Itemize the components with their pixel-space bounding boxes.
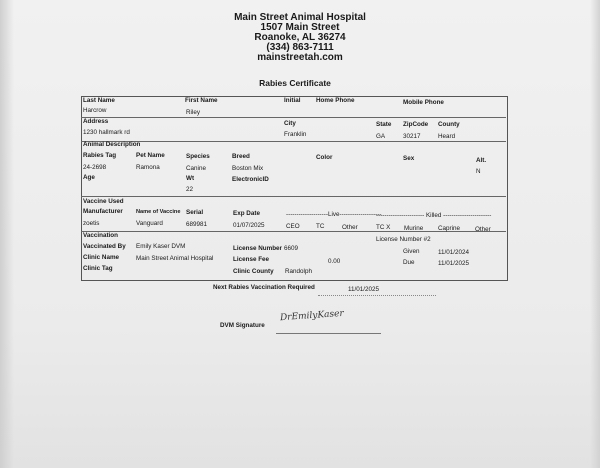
breed-value: Boston Mix: [232, 165, 264, 172]
dvm-signature-label: DVM Signature: [220, 322, 265, 329]
vaccinated-by-value: Emily Kaser DVM: [136, 243, 186, 250]
pet-name-value: Ramona: [136, 164, 160, 171]
state-value: GA: [376, 133, 386, 140]
clinic-city-state: Roanoke, AL 36274: [254, 32, 346, 43]
license-fee-value: 0.00: [328, 258, 341, 265]
address-value: 1230 hallmark rd: [83, 129, 130, 136]
breed-label: Breed: [232, 153, 250, 160]
alt-label: Alt.: [476, 157, 487, 164]
clinic-website: mainstreetah.com: [257, 52, 343, 63]
sex-label: Sex: [403, 155, 415, 162]
animal-description-label: Animal Description: [83, 141, 141, 148]
alt-value: N: [476, 168, 481, 175]
first-name-value: Riley: [186, 109, 200, 116]
city-value: Franklin: [284, 131, 307, 138]
weight-label: Wt: [186, 175, 195, 182]
city-label: City: [284, 120, 296, 127]
vaccine-name-value: Vanguard: [136, 220, 163, 227]
divider-animal: [81, 196, 506, 197]
address-label: Address: [83, 118, 109, 125]
clinic-name-value: Main Street Animal Hospital: [136, 255, 214, 262]
species-value: Canine: [186, 165, 206, 172]
certificate-title: Rabies Certificate: [259, 78, 331, 88]
manufacturer-value: zoetis: [83, 220, 100, 227]
zip-label: ZipCode: [403, 121, 429, 128]
clinic-name-heading: Main Street Animal Hospital: [234, 12, 366, 23]
exp-date-value: 01/07/2025: [233, 222, 265, 229]
tcx-option: TC X: [376, 224, 391, 231]
electronic-id-label: ElectronicID: [232, 176, 269, 183]
scan-edge-left: [0, 0, 14, 468]
last-name-value: Harcrow: [83, 107, 107, 114]
license-number-value: 6609: [284, 245, 299, 252]
clinic-street: 1507 Main Street: [260, 22, 340, 33]
given-value: 11/01/2024: [438, 249, 470, 256]
weight-value: 22: [186, 186, 194, 193]
vaccination-label: Vaccination: [83, 232, 118, 239]
signature-line: [276, 333, 381, 334]
clinic-tag-label: Clinic Tag: [83, 265, 113, 272]
age-label: Age: [83, 174, 95, 181]
clinic-name-label: Clinic Name: [83, 254, 120, 261]
divider-address: [81, 141, 506, 142]
killed-header: ----------------------- Killed -----------------------: [376, 212, 492, 219]
next-vaccination-value: 11/01/2025: [348, 286, 380, 293]
live-header: --------------------Live--------------------: [286, 211, 382, 218]
clinic-phone: (334) 863-7111: [266, 42, 334, 53]
serial-value: 689981: [186, 221, 208, 228]
next-vaccination-label: Next Rabies Vaccination Required: [213, 284, 315, 291]
county-label: County: [438, 121, 460, 128]
state-label: State: [376, 121, 392, 128]
color-label: Color: [316, 154, 333, 161]
vaccine-name-label: Name of Vaccine: [136, 209, 181, 215]
due-value: 11/01/2025: [438, 260, 470, 267]
ceo-option: CEO: [286, 223, 300, 230]
first-name-label: First Name: [185, 97, 218, 104]
initial-label: Initial: [284, 97, 301, 104]
live-label: Live: [327, 211, 340, 218]
license-number-2-label: License Number #2: [376, 236, 431, 243]
due-label: Due: [403, 259, 415, 266]
exp-date-label: Exp Date: [233, 210, 260, 217]
other-killed-option: Other: [475, 226, 491, 233]
serial-label: Serial: [186, 209, 204, 216]
vaccine-used-label: Vaccine Used: [83, 198, 124, 205]
county-value: Heard: [438, 133, 456, 140]
clinic-county-label: Clinic County: [233, 268, 274, 275]
divider-owner: [81, 117, 506, 118]
given-label: Given: [403, 248, 420, 255]
last-name-label: Last Name: [83, 97, 115, 104]
dvm-signature: DrEmilyKaser: [279, 308, 345, 324]
license-number-label: License Number: [233, 245, 282, 252]
zip-value: 30217: [403, 133, 421, 140]
caprine-option: Caprine: [438, 225, 461, 232]
home-phone-label: Home Phone: [316, 97, 355, 104]
rabies-tag-value: 24-2698: [83, 164, 107, 171]
tc-option: TC: [316, 223, 325, 230]
clinic-county-value: Randolph: [285, 268, 312, 275]
rabies-tag-label: Rabies Tag: [83, 152, 117, 159]
murine-option: Murine: [404, 225, 424, 232]
license-fee-label: License Fee: [233, 256, 270, 263]
other-live-option: Other: [342, 224, 358, 231]
manufacturer-label: Manufacturer: [83, 208, 123, 215]
scan-edge-right: [590, 0, 600, 468]
next-vaccination-line: [318, 295, 436, 296]
killed-label: Killed: [425, 212, 442, 219]
mobile-phone-label: Mobile Phone: [403, 99, 444, 106]
vaccinated-by-label: Vaccinated By: [83, 243, 126, 250]
species-label: Species: [186, 153, 210, 160]
pet-name-label: Pet Name: [136, 152, 165, 159]
